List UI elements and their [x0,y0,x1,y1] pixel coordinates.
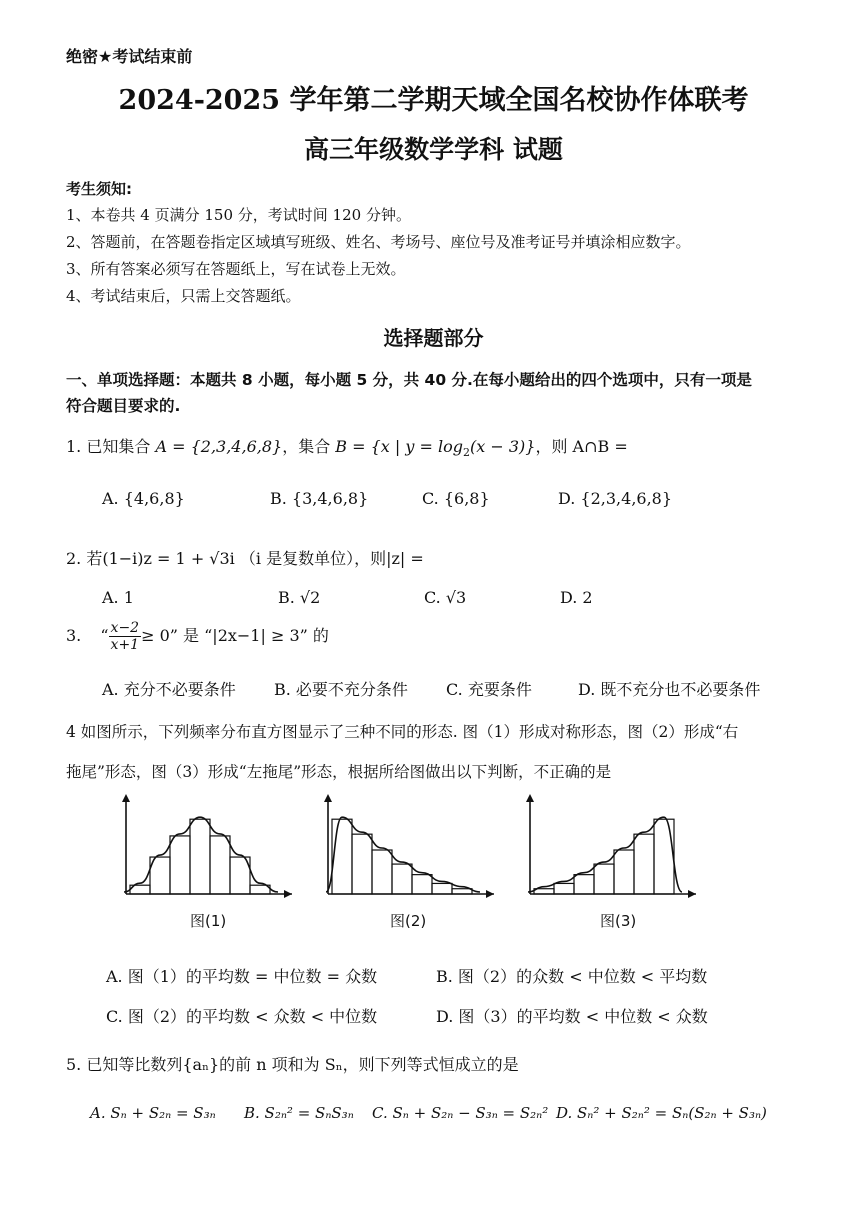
histogram-3 [516,790,706,902]
q1-set-a: A = {2,3,4,6,8} [155,437,283,456]
histogram-bar [574,875,594,894]
y-axis-arrow-icon [526,794,534,802]
q1-log-base: 2 [463,446,470,460]
q1-text: 1. 已知集合 [66,437,156,456]
q4-option-a: A. 图（1）的平均数 = 中位数 = 众数 [106,967,378,986]
distribution-curve [528,817,682,892]
q5-option-b: B. S₂ₙ² = SₙS₃ₙ [244,1104,354,1122]
histogram-bar [614,850,634,894]
x-axis-arrow-icon [688,890,696,898]
q2-option-b: B. √2 [278,588,321,607]
part-instruction: 一、单项选择题：本题共 8 小题，每小题 5 分，共 40 分.在每小题给出的四个选项中，只有一项是 [66,371,752,389]
note-item: 2、答题前，在答题卷指定区域填写班级、姓名、考场号、座位号及准考证号并填涂相应数字。 [66,233,691,251]
exam-title: 2024-2025 学年第二学期天域全国名校协作体联考 [118,85,749,116]
note-item: 1、本卷共 4 页满分 150 分，考试时间 120 分钟。 [66,206,411,224]
q3-quote: “ [100,626,109,645]
histogram-bar [594,864,614,894]
question-4-stem: 拖尾”形态，图（3）形成“左拖尾”形态，根据所给图做出以下判断，不正确的是 [66,763,612,781]
histogram-bar [170,836,190,894]
q3-fraction-denominator: x+1 [110,637,140,653]
q4-option-d: D. 图（3）的平均数 < 中位数 < 众数 [436,1007,708,1026]
q5-option-c: C. Sₙ + S₂ₙ − S₃ₙ = S₂ₙ² [372,1104,549,1122]
histogram-bar [654,819,674,894]
q3-text: ≥ 0” 是 “|2x−1| ≥ 3” 的 [141,626,329,645]
section-title: 选择题部分 [383,326,484,350]
histogram-bar [372,850,392,894]
question-5-stem: 5. 已知等比数列{aₙ}的前 n 项和为 Sₙ，则下列等式恒成立的是 [66,1055,519,1074]
x-axis-arrow-icon [486,890,494,898]
question-1-stem [66,434,628,459]
note-item: 4、考试结束后，只需上交答题纸。 [66,287,301,305]
histogram-bar [352,834,372,894]
q1-option-d: D. {2,3,4,6,8} [558,489,673,508]
x-axis-arrow-icon [284,890,292,898]
q3-option-b: B. 必要不充分条件 [274,680,408,699]
histogram-bar [634,834,654,894]
notes-heading: 考生须知: [66,180,132,198]
histogram-2 [314,790,504,902]
question-2-stem: 2. 若(1−i)z = 1 + √3i （i 是复数单位），则|z| = [66,549,424,568]
confidential-mark: 绝密★考试结束前 [66,47,193,66]
q3-option-a: A. 充分不必要条件 [102,680,236,699]
y-axis-arrow-icon [324,794,332,802]
q2-option-a: A. 1 [102,588,134,607]
histogram-bar [332,819,352,894]
q1-option-b: B. {3,4,6,8} [270,489,369,508]
histogram-bar [554,883,574,894]
histogram-bar [392,864,412,894]
distribution-curve [326,817,480,892]
q2-option-c: C. √3 [424,588,467,607]
histogram-bar [210,836,230,894]
y-axis-arrow-icon [122,794,130,802]
histogram-1 [112,790,302,902]
q3-fraction [109,620,142,653]
q3-option-d: D. 既不充分也不必要条件 [578,680,761,699]
question-3-stem [66,620,329,653]
histogram-bar [412,875,432,894]
q1-text: ，集合 [282,437,336,456]
histogram-3-caption: 图(3) [600,912,637,930]
q5-option-a: A. Sₙ + S₂ₙ = S₃ₙ [90,1104,216,1122]
distribution-curve [124,817,278,892]
q3-number: 3. [66,626,82,645]
q4-option-c: C. 图（2）的平均数 < 众数 < 中位数 [106,1007,378,1026]
q1-text: ，则 A∩B = [535,437,628,456]
q1-option-a: A. {4,6,8} [102,489,185,508]
histogram-bar [432,883,452,894]
part-instruction: 符合题目要求的. [66,397,181,415]
q2-option-d: D. 2 [560,588,593,607]
q1-option-c: C. {6,8} [422,489,490,508]
histogram-bar [190,819,210,894]
q1-set-b-end: (x − 3)} [470,437,536,456]
q5-option-d: D. Sₙ² + S₂ₙ² = Sₙ(S₂ₙ + S₃ₙ) [556,1104,767,1122]
q3-fraction-numerator: x−2 [110,620,140,636]
note-item: 3、所有答案必须写在答题纸上，写在试卷上无效。 [66,260,406,278]
q1-set-b: B = {x | y = log [335,437,463,456]
q3-option-c: C. 充要条件 [446,680,532,699]
question-4-stem: 4 如图所示，下列频率分布直方图显示了三种不同的形态. 图（1）形成对称形态，图（2）形成“右 [66,723,739,741]
histogram-2-caption: 图(2) [390,912,427,930]
q4-option-b: B. 图（2）的众数 < 中位数 < 平均数 [436,967,708,986]
histogram-1-caption: 图(1) [190,912,227,930]
exam-subtitle: 高三年级数学学科 试题 [304,135,563,164]
